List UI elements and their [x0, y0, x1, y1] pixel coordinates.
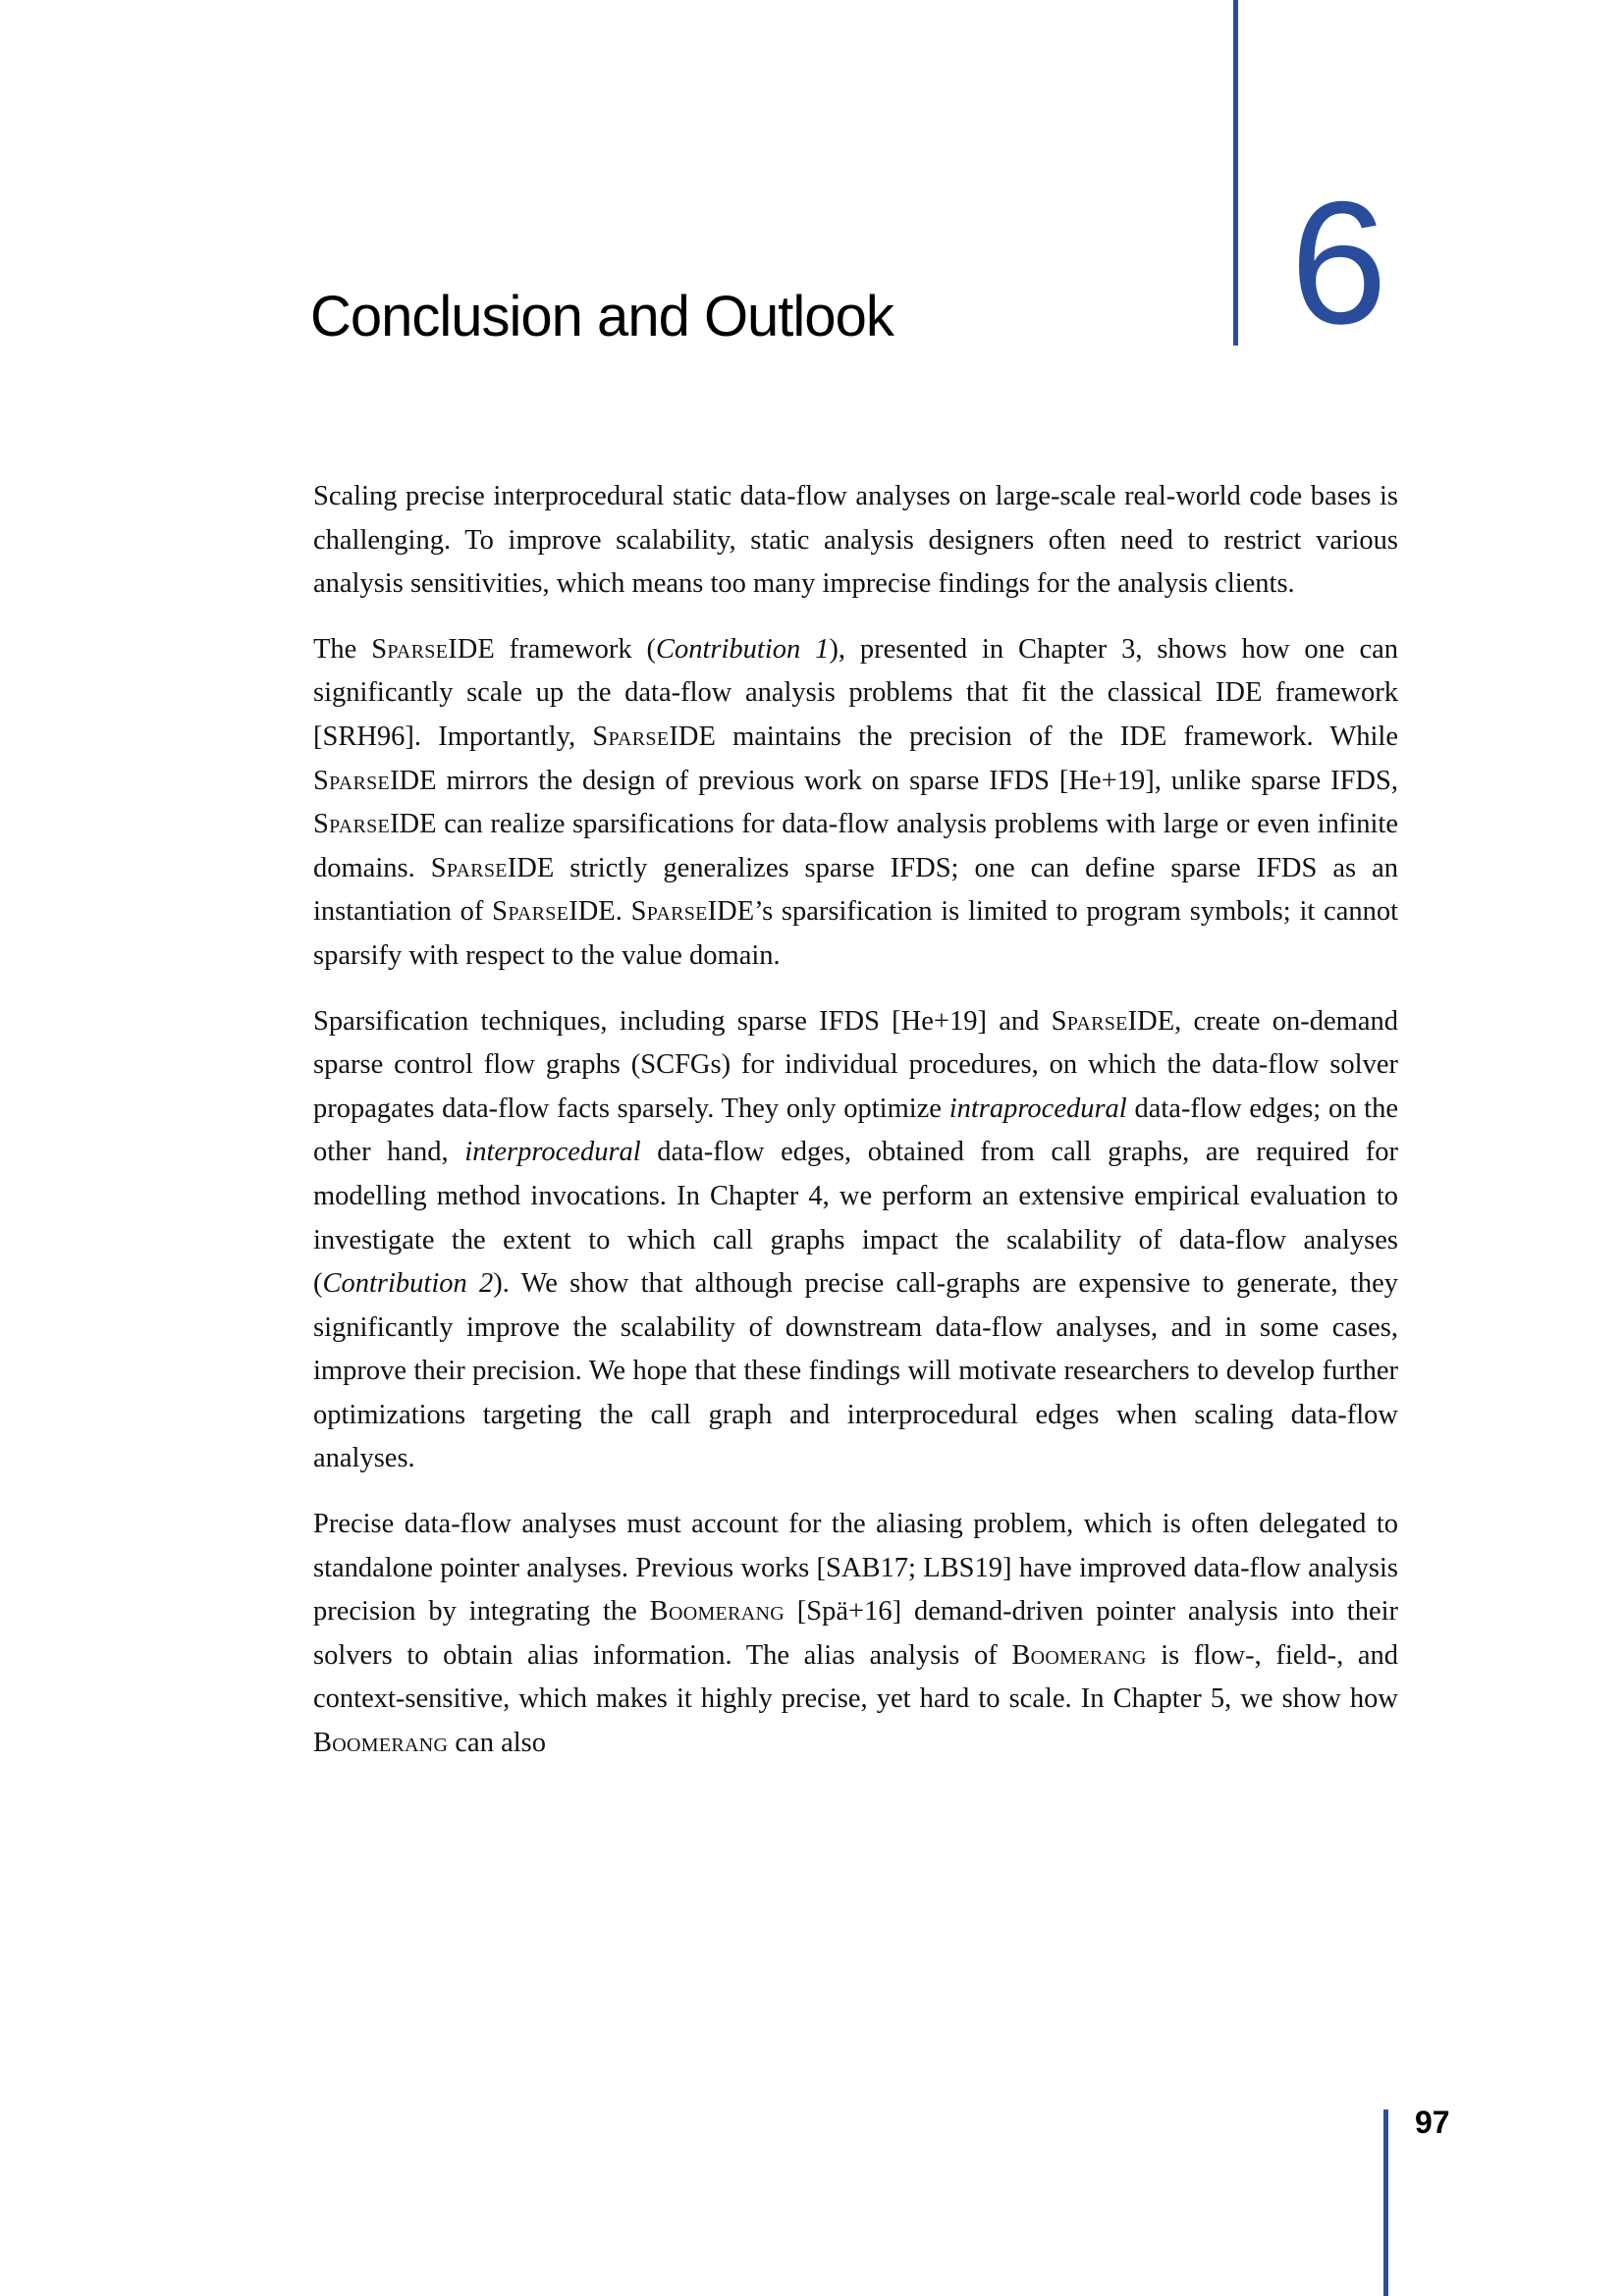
footer-rule	[1383, 2109, 1388, 2296]
body-paragraph: Sparsification techniques, including sparse IFDS [He+19] and SparseIDE, create on-demand sparse control flow graphs (SCFGs) for individual procedures, on which the data-flow solver propagates data-flow facts sparsely. They only optimize intraprocedural data-flow edges; on the other hand, interprocedural data-flow edges, obtained from call graphs, are required for modelling method invocations. In Chapter 4, we perform an extensive empirical evaluation to investigate the extent to which call graphs impact the scalability of data-flow analyses (Contribution 2). We show that although precise call-graphs are expensive to generate, they significantly improve the scalability of downstream data-flow analyses, and in some cases, improve their precision. We hope that these findings will motivate researchers to develop further optimizations targeting the call graph and interprocedural edges when scaling data-flow analyses.	[313, 1005, 1399, 1474]
page-number: 97	[1415, 2105, 1450, 2140]
chapter-rule	[1233, 0, 1238, 346]
chapter-number: 6	[1290, 165, 1387, 360]
chapter-body	[313, 475, 1398, 1788]
body-paragraph: The SparseIDE framework (Contribution 1), presented in Chapter 3, shows how one can significantly scale up the data-flow analysis problems that fit the classical IDE framework [SRH96]. Importantly, SparseIDE maintains the precision of the IDE framework. While SparseIDE mirrors the design of previous work on sparse IFDS [He+19], unlike sparse IFDS, SparseIDE can realize sparsifications for data-flow analysis problems with large or even infinite domains. SparseIDE strictly generalizes sparse IFDS; one can define sparse IFDS as an instantiation of SparseIDE. SparseIDE’s sparsification is limited to program symbols; it cannot sparsify with respect to the value domain.	[313, 633, 1399, 971]
body-paragraph: Precise data-flow analyses must account for the aliasing problem, which is often delegated to standalone pointer analyses. Previous works [SAB17; LBS19] have improved data-flow analysis precision by integrating the Boomerang [Spä+16] demand-driven pointer analysis into their solvers to obtain alias information. The alias analysis of Boomerang is flow-, field-, and context-sensitive, which makes it highly precise, yet hard to scale. In Chapter 5, we show how Boomerang can also	[313, 1509, 1399, 1759]
chapter-title: Conclusion and Outlook	[310, 285, 893, 348]
body-paragraph: Scaling precise interprocedural static data-flow analyses on large-scale real-world code bases is challenging. To improve scalability, static analysis designers often need to restrict various analysis sensitivities, which means too many imprecise findings for the analysis clients.	[313, 481, 1398, 600]
